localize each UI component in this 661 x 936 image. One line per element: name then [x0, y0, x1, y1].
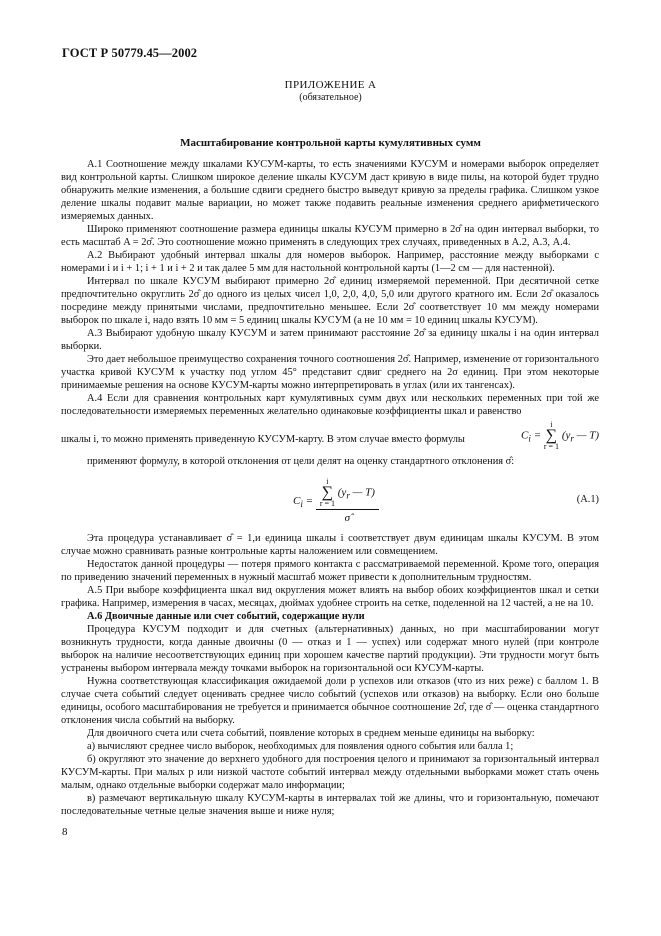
formula-body-sub: r: [570, 433, 574, 444]
paragraph-a5: А.5 При выборе коэффициента шкал вид округления может влиять на выбор обоих коэффициентов шкал и сетки графика. Например, измерения в часах, месяцах, дюймах удобнее строить на сетке, поделенной на 12 частей, а не на 10.: [61, 585, 599, 609]
display-formula: [61, 472, 599, 532]
formula-a1-den: σ̂: [344, 512, 351, 524]
formula-a1-num-sub: r: [346, 490, 350, 501]
sum-bottom: r = 1: [543, 442, 560, 451]
standard-header: ГОСТ Р 50779.45—2002: [62, 46, 198, 60]
formula-number: (А.1): [576, 494, 599, 505]
appendix-title: ПРИЛОЖЕНИЕ А: [284, 79, 377, 91]
formula-a1-num: (y: [337, 486, 347, 499]
formula-body: (y: [561, 429, 571, 442]
formula-lhs-sub: i: [528, 433, 531, 444]
paragraph-a3: А.3 Выбирают удобную шкалу КУСУМ и затем принимают расстояние 2σ̂ за единицу шкалы i на один интервал выборки.: [61, 328, 599, 352]
section-title: Масштабирование контрольной карты кумулятивных сумм: [180, 137, 481, 149]
formula-body-tail: — T): [573, 429, 599, 442]
paragraph-a3b: Это дает небольшое преимущество сохранения точного соотношения 2σ̂. Например, изменение от горизонтального участка кривой КУСУМ к участку под углом 45° представит сдвиг среднего на 2σ единиц. При этом некоторые принимаемые решения на основе КУСУМ-карты можно интерпретировать в углах (или их тангенсах).: [61, 354, 599, 391]
paragraph-a4d: Эта процедура устанавливает σ̂ = 1,и единица шкалы i соответствует двум единицам шкалы КУСУМ. В этом случае можно сравнивать разные контрольные карты наложением или совмещением.: [61, 533, 599, 557]
paragraph-a2b: Интервал по шкале КУСУМ выбирают примерно 2σ̂ единиц измеряемой переменной. При десятичной сетке предпочтительно округлить 2σ̂ до одного из целых чисел 1,0, 2,0, 4,0, 5,0 или другого кратного им. Если 2σ̂ оказалось посредине между принятыми числами, предпочтительно меньшее. Если 2σ̂ соответствует 10 мм между номерами выборок по шкале i, надо взять 10 мм = 5 единиц шкалы КУСУМ (а не 10 мм = 10 единиц шкалы КУСУМ).: [61, 276, 599, 326]
formula-a1-fraction: i ∑ r = 1 ($y_r$ — T) σ̂: [316, 478, 379, 525]
paragraph-a6c: Для двоичного счета или счета событий, появление которых в среднем меньше единицы на выборку:: [87, 728, 535, 739]
appendix-subtitle: (обязательное): [299, 92, 362, 103]
paragraph-a2: А.2 Выбирают удобный интервал шкалы для номеров выборок. Например, расстояние между выборками с номерами i и i + 1; i + 1 и i + 2 и так далее 5 мм для настольной контрольной карты (1—2 см — для настенной).: [61, 250, 599, 274]
paragraph-a4: А.4 Если для сравнения контрольных карт кумулятивных сумм двух или нескольких переменных при той же последовательности измеряемых переменных желательно одинаковые коэффициенты шкал и равенство: [61, 393, 599, 417]
list-item-b: б) округляют это значение до верхнего удобного для построения целого и принимают за горизонтальный интервал КУСУМ-карты. При малых p или низкой частоте событий интервал между отдельными выборками может стать очень малым, однако отдельные выборки содержат мало информации;: [61, 754, 599, 791]
paragraph-a6-title: А.6 Двоичные данные или счет событий, содержащие нули: [87, 611, 365, 622]
formula-lhs: C: [521, 429, 529, 442]
formula-a1-lhs: C: [293, 495, 301, 508]
paragraph-a1b: Широко применяют соотношение размера единицы шкалы КУСУМ примерно в 2σ̂ на один интервал выборки, то есть масштаб A = 2σ̂. Это соотношение можно применять в следующих трех случаях, приведенных в А.2, А.3, А.4.: [61, 224, 599, 248]
paragraph-a6b: Нужна соответствующая классификация ожидаемой доли p успехов или отказов (что из них реже) с баллом 1. В случае счета событий следует оценивать среднее число событий (успехов или отказов) на выборку. Если оно больше единицы, особого масштабирования не требуется и принимается обычное соотношение 2σ̂, где σ̂ — оценка стандартного отклонения числа событий на выборку.: [61, 676, 599, 726]
formula-a1-sum-top: i: [326, 477, 329, 486]
list-item-c: в) размечают вертикальную шкалу КУСУМ-карты в интервалах той же длины, что и горизонтальную, помечают последовательные четные целые значения выше и ниже нуля;: [61, 793, 599, 817]
formula-a1-lhs-sub: i: [300, 499, 303, 510]
inline-formula-row: [61, 421, 599, 455]
formula-a1-num-tail: — T): [349, 486, 375, 499]
sum-top: i: [550, 420, 553, 429]
sum-symbol: i ∑ r = 1: [543, 420, 560, 451]
formula-a1: $C_i$ = i ∑ r = 1 ($y_r$ — T) σ̂: [293, 478, 379, 525]
list-item-a: а) вычисляют среднее число выборок, необходимых для появления одного события или балла 1;: [87, 741, 514, 752]
paragraph-a1: А.1 Соотношение между шкалами КУСУМ-карты, то есть значениями КУСУМ и номерами выборок определяет вид контрольной карты. Слишком широкое деление шкалы КУСУМ даст кривую в виде пилы, на которой будет трудно обнаружить мелкие изменения, а большие сдвиги среднего быстро выведут кривую за пределы графика. Слишком узкое деление шкалы подавит малые вариации, но может также подавить реальные изменения среднего арифметического измеряемых данных.: [61, 159, 599, 222]
body-text: [61, 158, 599, 818]
page-number: 8: [62, 826, 68, 838]
inline-formula: $C_i = i$ ∑ r = 1 ($y_r$ — T): [521, 420, 599, 451]
paragraph-a4-line: шкалы i, то можно применять приведенную КУСУМ-карту. В этом случае вместо формулы: [61, 434, 465, 445]
paragraph-a4e: Недостаток данной процедуры — потеря прямого контакта с рассматриваемой переменной. Кроме того, операция по приведению значений переменных в нужный масштаб может привести к дополнительным трудностям.: [61, 559, 599, 583]
paragraph-a6a: Процедура КУСУМ подходит и для счетных (альтернативных) данных, но при масштабировании могут возникнуть трудности, когда данные двоичны (0 — отказ и 1 — успех) или содержат много нулей (при контроле выборок на наличие несоответствующих единиц при хорошем качестве партий продукции). Эти трудности могут быть устранены выбором интервала между точками выборок на горизонтальной оси КУСУМ-карты.: [61, 624, 599, 674]
paragraph-a4c: применяют формулу, в которой отклонения от цели делят на оценку стандартного отклонения σ̂:: [87, 456, 515, 467]
formula-a1-sum-bottom: r = 1: [319, 499, 336, 508]
